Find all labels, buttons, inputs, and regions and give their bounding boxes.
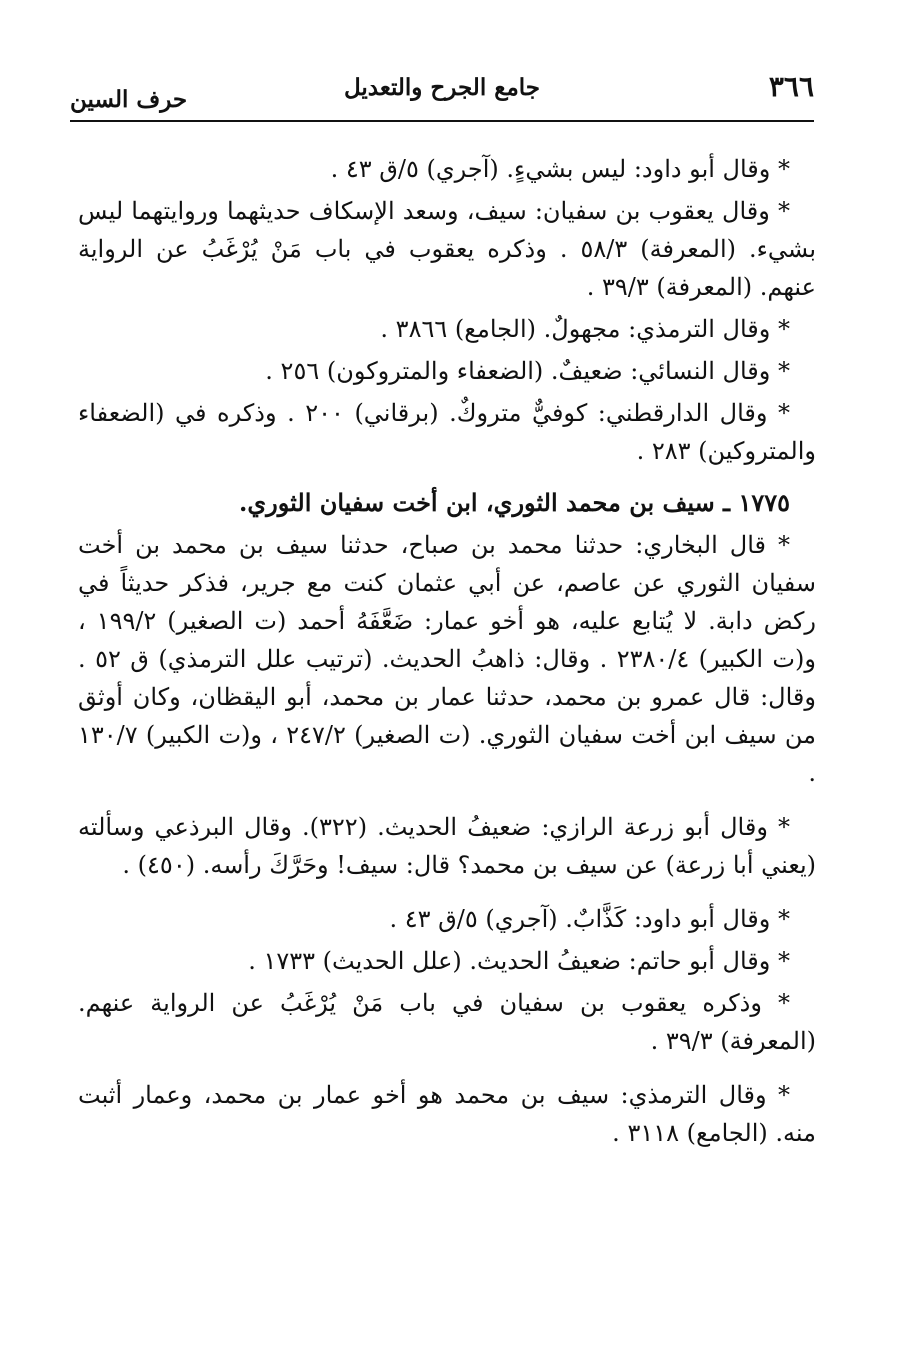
paragraph: * وقال أبو زرعة الرازي: ضعيفُ الحديث. (٣٢٢). وقال البرذعي وسألته (يعني أبا زرعة) عن سيف بن محمد؟ قال: سيف! وحَرَّكَ رأسه. (٤٥٠) .: [78, 813, 816, 879]
paragraph: * وقال أبو داود: ليس بشيءٍ. (آجري) ٥/ق ٤٣ .: [330, 155, 790, 183]
paragraph: * وقال أبو حاتم: ضعيفُ الحديث. (علل الحديث) ١٧٣٣ .: [248, 947, 790, 975]
paragraph: * وقال النسائي: ضعيفٌ. (الضعفاء والمتروكون) ٢٥٦ .: [265, 357, 790, 385]
entry-heading: ١٧٧٥ ـ سيف بن محمد الثوري، ابن أخت سفيان الثوري.: [239, 488, 790, 517]
paragraph: * وقال يعقوب بن سفيان: سيف، وسعد الإسكاف حديثهما وروايتهما ليس بشيء. (المعرفة) ٥٨/٣ . وذكره يعقوب في باب مَنْ يُرْغَبُ عن الرواية عنهم. (المعرفة) ٣٩/٣ .: [78, 197, 817, 301]
paragraph: * وقال الترمذي: سيف بن محمد هو أخو عمار بن محمد، وعمار أثبت منه. (الجامع) ٣١١٨ .: [78, 1081, 816, 1147]
page-number: ٣٦٦: [768, 70, 814, 103]
paragraph: * وقال الدارقطني: كوفيٌّ متروكٌ. (برقاني) ٢٠٠ . وذكره في (الضعفاء والمتروكين) ٢٨٣ .: [78, 399, 816, 465]
paragraph: * وقال أبو داود: كَذَّابٌ. (آجري) ٥/ق ٤٣ .: [389, 905, 790, 933]
running-header: [70, 66, 814, 116]
page-body: [78, 150, 816, 1156]
paragraph: * وذكره يعقوب بن سفيان في باب مَنْ يُرْغَبُ عن الرواية عنهم. (المعرفة) ٣٩/٣ .: [78, 989, 816, 1055]
section-title: حرف السين: [70, 86, 188, 113]
paragraph: * وقال الترمذي: مجهولٌ. (الجامع) ٣٨٦٦ .: [380, 315, 790, 343]
book-title: جامع الجرح والتعديل: [343, 74, 541, 101]
header-rule: [70, 120, 814, 122]
paragraph: * قال البخاري: حدثنا محمد بن صباح، حدثنا سيف بن محمد بن أخت سفيان الثوري عن عاصم، عن أبي عثمان كنت مع جرير، فذكر حديثاً في ركض دابة. لا يُتابع عليه، هو أخو عمار: ضَعَّفَهُ أحمد (ت الصغير) ١٩٩/٢ ، و(ت الكبير) ٢٣٨٠/٤ . وقال: ذاهبُ الحديث. (ترتيب علل الترمذي) ق ٥٢ . وقال: قال عمرو بن محمد، حدثنا عمار بن محمد، أبو اليقظان، وكان أوثق من سيف ابن أخت سفيان الثوري. (ت الصغير) ٢٤٧/٢ ، و(ت الكبير) ١٣٠/٧ .: [78, 531, 817, 787]
